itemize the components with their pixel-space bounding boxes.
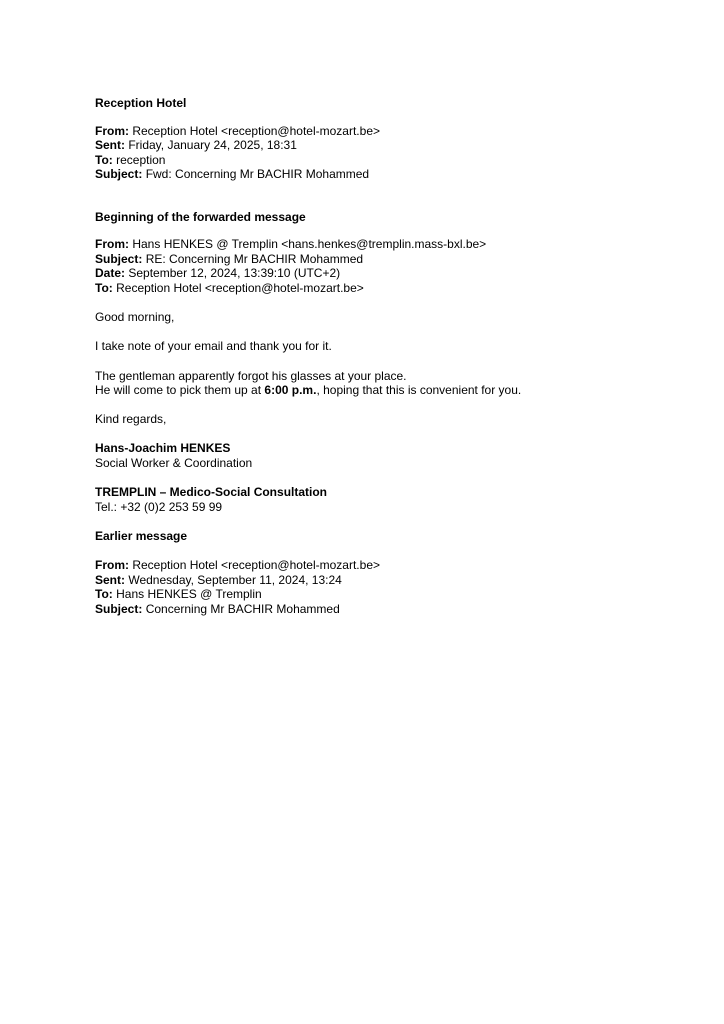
fwd-date-line [95,266,655,281]
earlier-sent-line [95,573,655,588]
from-label: From: [95,237,129,252]
from-value: Reception Hotel <reception@hotel-mozart.be> [132,123,380,138]
subject-label: Subject: [95,167,143,182]
outer-subject-line [95,167,655,182]
greeting: Good morning, [95,310,175,325]
sent-value: Wednesday, September 11, 2024, 13:24 [128,572,342,587]
fwd-subject-line [95,252,655,267]
subject-value: RE: Concerning Mr BACHIR Mohammed [145,251,364,266]
outer-from-line [95,124,655,139]
body-paragraph-2-line-2 [95,383,655,398]
subject-value: Concerning Mr BACHIR Mohammed [145,602,340,616]
sender-heading: Reception Hotel [95,96,187,110]
to-label: To: [95,280,113,295]
sent-value: Friday, January 24, 2025, 18:31 [128,138,297,153]
forwarded-heading: Beginning of the forwarded message [95,209,306,224]
signature-phone: Tel.: +32 (0)2 253 59 99 [95,499,223,514]
from-value: Reception Hotel <reception@hotel-mozart.be> [132,558,380,573]
outer-sent-line [95,138,655,153]
earlier-subject-line [95,602,655,617]
to-label: To: [95,587,113,602]
signature-name: Hans-Joachim HENKES [95,441,231,456]
from-value: Hans HENKES @ Tremplin <hans.henkes@tremplin.mass-bxl.be> [132,237,487,252]
sent-label: Sent: [95,572,125,587]
signature-organization: TREMPLIN – Medico-Social Consultation [95,485,328,500]
fwd-to-line [95,281,655,296]
pickup-text-before: He will come to pick them up at [95,383,265,398]
earlier-to-line [95,587,655,602]
closing: Kind regards, [95,412,167,427]
pickup-time: 6:00 p.m. [264,383,317,398]
fwd-from-line [95,237,655,252]
to-value: Reception Hotel <reception@hotel-mozart.be> [116,280,364,295]
from-label: From: [95,123,129,138]
date-value: September 12, 2024, 13:39:10 (UTC+2) [128,266,341,281]
date-label: Date: [95,266,126,281]
outer-to-line [95,153,655,168]
earlier-from-line [95,558,655,573]
body-paragraph-2-line-1: The gentleman apparently forgot his glasses at your place. [95,368,407,383]
sent-label: Sent: [95,138,125,153]
earlier-heading: Earlier message [95,529,188,544]
to-value: reception [116,152,166,167]
email-document [95,96,655,617]
to-value: Hans HENKES @ Tremplin [116,587,262,602]
body-paragraph-1: I take note of your email and thank you for it. [95,339,332,354]
subject-label: Subject: [95,251,143,266]
subject-label: Subject: [95,602,143,616]
signature-role: Social Worker & Coordination [95,456,253,471]
pickup-text-after: , hoping that this is convenient for you. [316,383,522,398]
from-label: From: [95,558,129,573]
to-label: To: [95,152,113,167]
subject-value: Fwd: Concerning Mr BACHIR Mohammed [145,167,370,182]
